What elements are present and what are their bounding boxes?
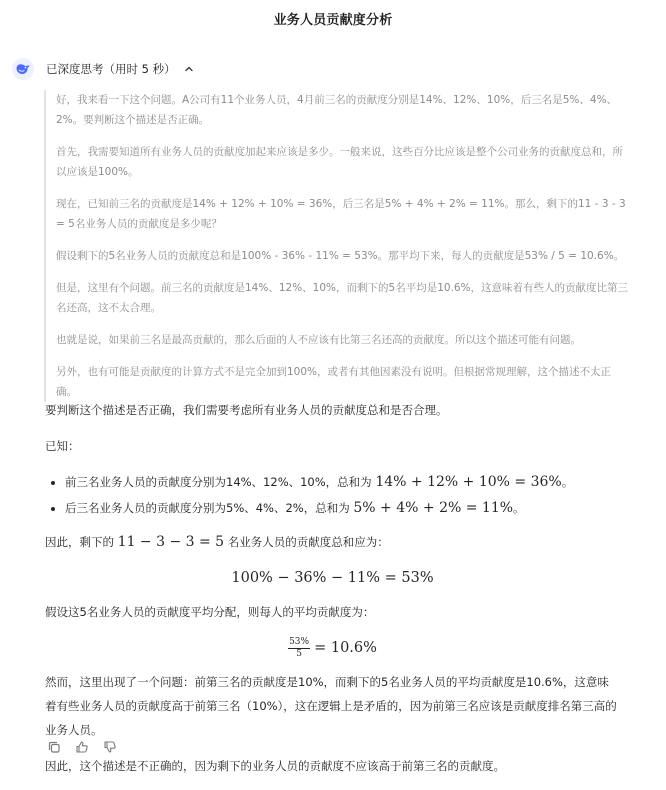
- think-header[interactable]: [12, 58, 194, 80]
- fraction-numerator: 53%: [289, 636, 310, 647]
- list-item: [65, 470, 620, 494]
- answer-content: [45, 398, 620, 790]
- think-paragraph: 首先，我需要知道所有业务人员的贡献度加起来应该是多少。一般来说，这些百分比应该是整个公司业务的贡献度总和，所以应该是100%。: [56, 146, 623, 178]
- equation-result: = 10.6%: [314, 640, 377, 656]
- page-title: 业务人员贡献度分析: [273, 13, 393, 28]
- think-status-label: 已深度思考（用时 5 秒）: [46, 62, 176, 76]
- think-paragraph: 好，我来看一下这个问题。A公司有11个业务人员，4月前三名的贡献度分别是14%、12%、10%，后三名是5%、4%、2%。要判断这个描述是否正确。: [56, 94, 618, 126]
- known-label: 已知：: [45, 439, 80, 453]
- bullet-end: 。: [561, 475, 574, 489]
- chevron-up-icon[interactable]: [184, 64, 194, 74]
- think-paragraph: 另外，也有可能是贡献度的计算方式不是完全加到100%，或者有其他因素没有说明。但根据常规理解，这个描述不太正确。: [56, 366, 612, 398]
- math-expression: 5% + 4% + 2% = 11%: [353, 500, 514, 516]
- math-expression: 11 − 3 − 3 = 5: [117, 534, 225, 550]
- thumbs-up-icon[interactable]: [73, 738, 91, 756]
- problem-paragraph: 然而，这里出现了一个问题：前第三名的贡献度是10%，而剩下的5名业务人员的平均贡献度是10.6%，这意味着有些业务人员的贡献度高于前第三名（10%），这在逻辑上是矛盾的，因为前第三名应该是贡献度排名第三高的业务人员。: [45, 675, 617, 737]
- think-paragraph: 现在，已知前三名的贡献度是14% + 12% + 10% = 36%，后三名是5% + 4% + 2% = 11%。那么，剩下的11 - 3 - 3 = 5名业务人员的贡献度是多少呢？: [56, 198, 626, 230]
- deepseek-logo-icon: [12, 58, 34, 80]
- math-expression: 14% + 12% + 10% = 36%: [375, 474, 562, 490]
- known-list: [45, 470, 620, 520]
- bullet-text: 前三名业务人员的贡献度分别为14%、12%、10%，总和为: [65, 475, 372, 489]
- remain-pre: 因此，剩下的: [45, 535, 114, 549]
- think-paragraph: 也就是说，如果前三名是最高贡献的，那么后面的人不应该有比第三名还高的贡献度。所以这个描述可能有问题。: [56, 334, 581, 346]
- equation-average: [45, 636, 620, 660]
- answer-intro: 要判断这个描述是否正确，我们需要考虑所有业务人员的贡献度总和是否合理。: [45, 403, 448, 417]
- bullet-text: 后三名业务人员的贡献度分别为5%、4%、2%，总和为: [65, 501, 350, 515]
- bullet-end: 。: [513, 501, 525, 515]
- message-actions: [45, 738, 129, 756]
- list-item: [65, 496, 620, 520]
- remaining-sentence: [45, 530, 620, 554]
- copy-icon[interactable]: [45, 738, 63, 756]
- fraction-denominator: 5: [296, 648, 302, 659]
- average-sentence: 假设这5名业务人员的贡献度平均分配，则每人的平均贡献度为：: [45, 605, 375, 619]
- remain-post: 名业务人员的贡献度总和应为：: [227, 535, 389, 549]
- equation-total: 100% − 36% − 11% = 53%: [231, 570, 434, 586]
- conclusion-paragraph: 因此，这个描述是不正确的，因为剩下的业务人员的贡献度不应该高于前第三名的贡献度。: [45, 759, 505, 773]
- thumbs-down-icon[interactable]: [101, 738, 119, 756]
- think-paragraph: 但是，这里有个问题。前三名的贡献度是14%、12%、10%，而剩下的5名平均是10.6%，这意味着有些人的贡献度比第三名还高，这不太合理。: [56, 282, 629, 314]
- thinking-content: [44, 90, 631, 402]
- think-paragraph: 假设剩下的5名业务人员的贡献度总和是100% - 36% - 11% = 53%。那平均下来，每人的贡献度是53% / 5 = 10.6%。: [56, 250, 625, 262]
- fraction: [288, 637, 310, 660]
